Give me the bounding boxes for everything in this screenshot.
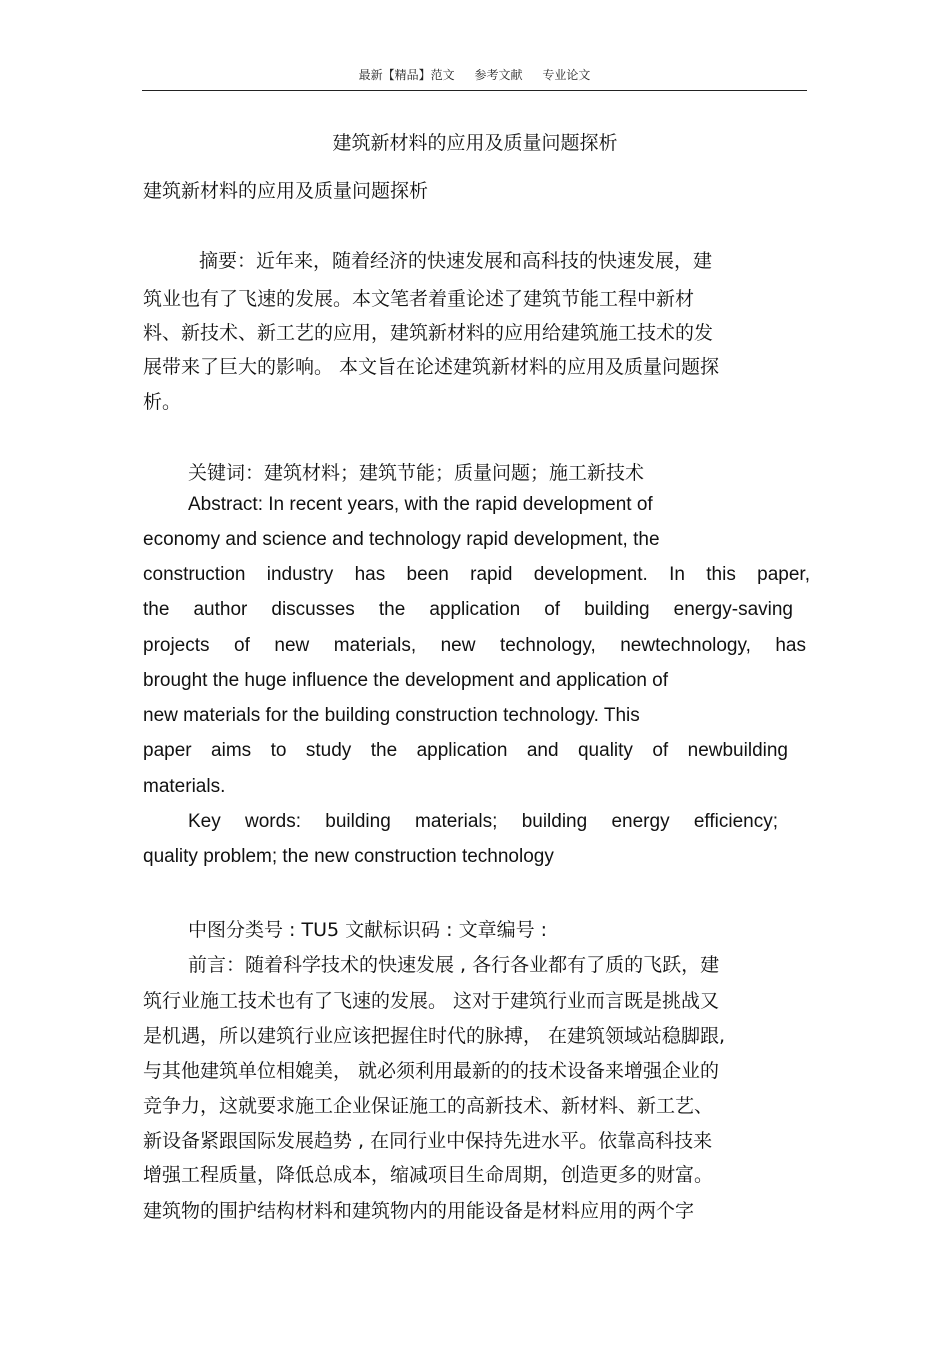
text-line: 增强工程质量，降低总成本，缩减项目生命周期，创造更多的财富。 [143,1164,714,1186]
classification-line: 中图分类号 : TU5 文献标识码 : 文章编号 : [188,919,548,941]
text-line: materials. [143,776,226,797]
text-line: 展带来了巨大的影响。 本文旨在论述建筑新材料的应用及质量问题探 [143,356,720,378]
text-line: 建筑物的围护结构材料和建筑物内的用能设备是材料应用的两个字 [143,1200,695,1222]
document-subtitle: 建筑新材料的应用及质量问题探析 [143,180,429,202]
text-line: the author discusses the application of building energy-saving [143,599,793,620]
text-line: 筑行业施工技术也有了飞速的发展。 这对于建筑行业而言既是挑战又 [143,990,720,1012]
text-line: 新设备紧跟国际发展趋势 , 在同行业中保持先进水平。依靠高科技来 [143,1130,713,1152]
header-item: 最新【精品】范文 [358,68,455,82]
page-header [142,66,807,91]
document-title: 建筑新材料的应用及质量问题探析 [332,132,618,154]
text-line: 料、新技术、新工艺的应用，建筑新材料的应用给建筑施工技术的发 [143,322,714,344]
text-line: 前言：随着科学技术的快速发展 , 各行各业都有了质的飞跃，建 [188,954,720,976]
text-line: economy and science and technology rapid development, the [143,529,660,550]
header-item: 参考文献 [474,68,523,82]
text-line: 与其他建筑单位相媲美， 就必须利用最新的的技术设备来增强企业的 [143,1060,720,1082]
text-line: construction industry has been rapid development. In this paper, [143,564,810,585]
text-line: new materials for the building construction technology. This [143,705,640,726]
text-line: 是机遇，所以建筑行业应该把握住时代的脉搏， 在建筑领域站稳脚跟, [143,1025,726,1047]
text-line: 筑业也有了飞速的发展。本文笔者着重论述了建筑节能工程中新材 [143,288,695,310]
keywords-cn: 关键词：建筑材料；建筑节能；质量问题；施工新技术 [188,462,645,484]
text-line: Key words: building materials; building energy efficiency; [188,811,778,832]
text-line: Abstract: In recent years, with the rapid development of [188,494,653,515]
text-line: 竞争力，这就要求施工企业保证施工的高新技术、新材料、新工艺、 [143,1095,714,1117]
text-line: 摘要：近年来，随着经济的快速发展和高科技的快速发展，建 [199,250,713,272]
text-line: brought the huge influence the development and application of [143,670,669,691]
text-line: paper aims to study the application and quality of newbuilding [143,740,788,761]
text-line: 析。 [143,391,182,413]
text-line: quality problem; the new construction technology [143,846,554,867]
text-line: projects of new materials, new technology, newtechnology, has [143,635,806,656]
header-item: 专业论文 [542,68,591,82]
